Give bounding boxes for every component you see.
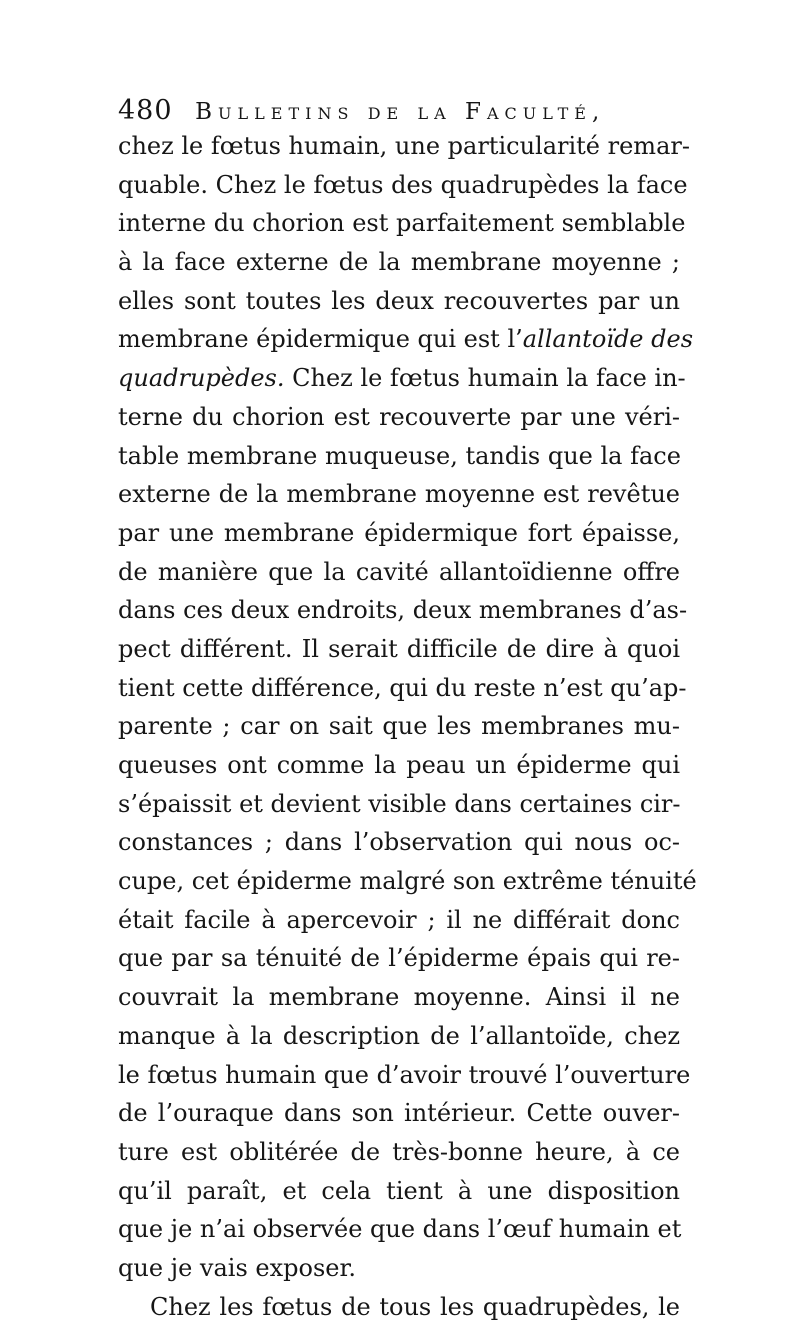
text-line: dans ces deux endroits, deux membranes d’as- — [118, 596, 688, 625]
text-line: de manière que la cavité allantoïdienne offre — [118, 557, 680, 586]
text-line: de l’ouraque dans son intérieur. Cette ouver- — [118, 1099, 680, 1128]
text-line: tient cette différence, qui du reste n’est qu’ap- — [118, 673, 687, 702]
text-line: s’épaissit et devient visible dans certaines cir- — [118, 789, 681, 818]
text-line: que par sa ténuité de l’épiderme épais qui re- — [118, 944, 680, 973]
page-number: 480 — [118, 95, 173, 126]
page-header — [118, 93, 678, 129]
text-line: qu’il paraît, et cela tient à une disposition — [118, 1176, 680, 1205]
text-line: pect différent. Il serait difficile de dire à quoi — [118, 634, 680, 663]
text-line: terne du chorion est recouverte par une véri- — [118, 402, 680, 431]
text-line: couvrait la membrane moyenne. Ainsi il ne — [118, 983, 680, 1012]
text-line — [118, 320, 694, 359]
text-line: Chez les fœtus de tous les quadrupèdes, le — [150, 1292, 680, 1321]
text-line: le fœtus humain que d’avoir trouvé l’ouverture — [118, 1060, 691, 1089]
body-text — [118, 127, 697, 1326]
text-line: constances ; dans l’observation qui nous oc- — [118, 828, 680, 857]
text-segment: membrane épidermique qui est l’ — [118, 325, 523, 354]
italic-term: quadrupèdes. — [118, 364, 285, 393]
italic-term: allantoïde des — [522, 325, 694, 354]
text-line: parente ; car on sait que les membranes mu- — [118, 712, 680, 741]
text-line: elles sont toutes les deux recouvertes par un — [118, 286, 680, 315]
running-title: Bulletins de la Faculté, — [195, 99, 606, 125]
text-line: cupe, cet épiderme malgré son extrême ténuité — [118, 867, 697, 896]
text-line: table membrane muqueuse, tandis que la face — [118, 441, 681, 470]
text-line: manque à la description de l’allantoïde, chez — [118, 1021, 680, 1050]
text-line: ture est oblitérée de très-bonne heure, à ce — [118, 1137, 680, 1166]
text-segment: Chez le fœtus humain la face in- — [284, 364, 686, 393]
text-line: externe de la membrane moyenne est revêtue — [118, 480, 680, 509]
text-line: quable. Chez le fœtus des quadrupèdes la face — [118, 170, 688, 199]
text-line: interne du chorion est parfaitement semblable — [118, 209, 686, 238]
text-line: que je vais exposer. — [118, 1253, 356, 1282]
text-line: queuses ont comme la peau un épiderme qui — [118, 751, 680, 779]
text-line: par une membrane épidermique fort épaisse, — [118, 518, 680, 547]
text-line: que je n’ai observée que dans l’œuf humain et — [118, 1215, 682, 1244]
text-line: chez le fœtus humain, une particularité remar- — [118, 132, 690, 160]
text-line: à la face externe de la membrane moyenne ; — [118, 248, 680, 277]
text-line — [118, 359, 686, 398]
text-line: était facile à apercevoir ; il ne différait donc — [118, 905, 680, 934]
